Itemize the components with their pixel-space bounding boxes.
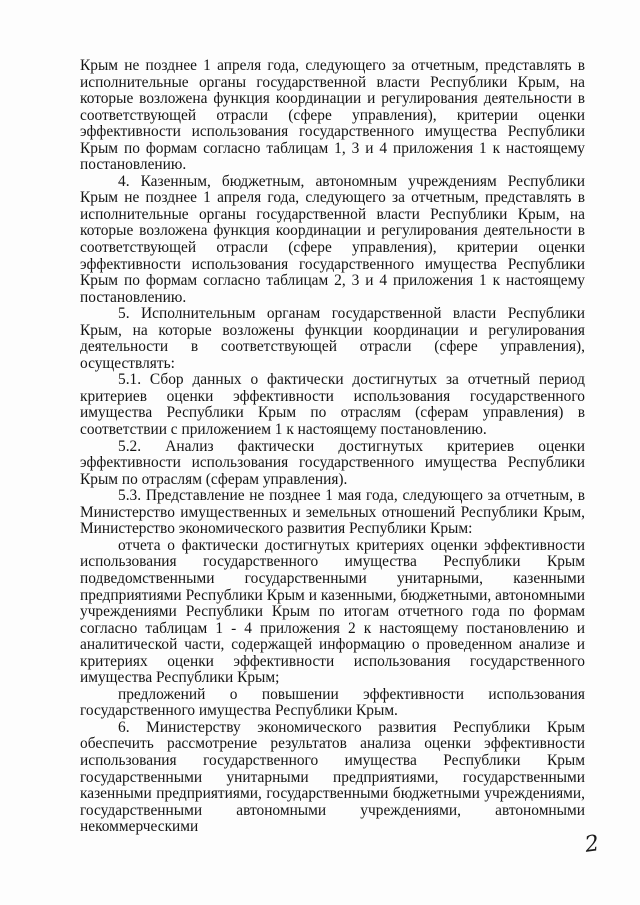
paragraph-5-3-report: отчета о фактически достигнутых критериях оценки эффективности использования государственного имущества Республики Крым подведомственными государственными унитарными, казенными предприятиями Республики Крым и казенными, бюджетными, автономными учреждениями Республики Крым по итогам отчетного года по формам согласно таблицам 1 - 4 приложения 2 к настоящему постановлению и аналитической части, содержащей информацию о проведенном анализе и критериях оценки эффективности использования государственного имущества Республики Крым;	[80, 536, 585, 687]
page-number: 2	[583, 831, 601, 858]
paragraph-5-3-proposals: предложений о повышении эффективности использования государственного имущества Республики Крым.	[80, 685, 585, 720]
document-body	[80, 58, 585, 836]
paragraph-5: 5. Исполнительным органам государственной власти Республики Крым, на которые возложены функции координации и регулирования деятельности в соответствующей отрасли (сфере управления), осуществлять:	[80, 305, 585, 372]
paragraph-6: 6. Министерству экономического развития Республики Крым обеспечить рассмотрение результатов анализа оценки эффективности использования государственного имущества Республики Крым государственными унитарными предприятиями, государственными казенными предприятиями, государственными бюджетными учреждениями, государственными автономными учреждениями, автономными некоммерческими	[80, 718, 585, 836]
paragraph-5-3: 5.3. Представление не позднее 1 мая года, следующего за отчетным, в Министерство имущественных и земельных отношений Республики Крым, Министерство экономического развития Республики Крым:	[80, 487, 585, 538]
paragraph-3-continuation: Крым не позднее 1 апреля года, следующего за отчетным, представлять в исполнительные органы государственной власти Республики Крым, на которые возложена функция координации и регулирования деятельности в соответствующей отрасли (сфере управления), критерии оценки эффективности использования государственного имущества Республики Крым по формам согласно таблицам 1, 3 и 4 приложения 1 к настоящему постановлению.	[80, 57, 585, 174]
paragraph-5-2: 5.2. Анализ фактически достигнутых критериев оценки эффективности использования государственного имущества Республики Крым по отраслям (сферам управления).	[80, 437, 585, 488]
paragraph-4: 4. Казенным, бюджетным, автономным учреждениям Республики Крым не позднее 1 апреля года, следующего за отчетным, представлять в исполнительные органы государственной власти Республики Крым, на которые возложена функция координации и регулирования деятельности в соответствующей отрасли (сфере управления), критерии оценки эффективности использования государственного имущества Республики Крым по формам согласно таблицам 2, 3 и 4 приложения 1 к настоящему постановлению.	[80, 172, 585, 306]
paragraph-5-1: 5.1. Сбор данных о фактически достигнутых за отчетный период критериев оценки эффективности использования государственного имущества Республики Крым по отраслям (сферам управления) в соответствии с приложением 1 к настоящему постановлению.	[80, 371, 585, 439]
